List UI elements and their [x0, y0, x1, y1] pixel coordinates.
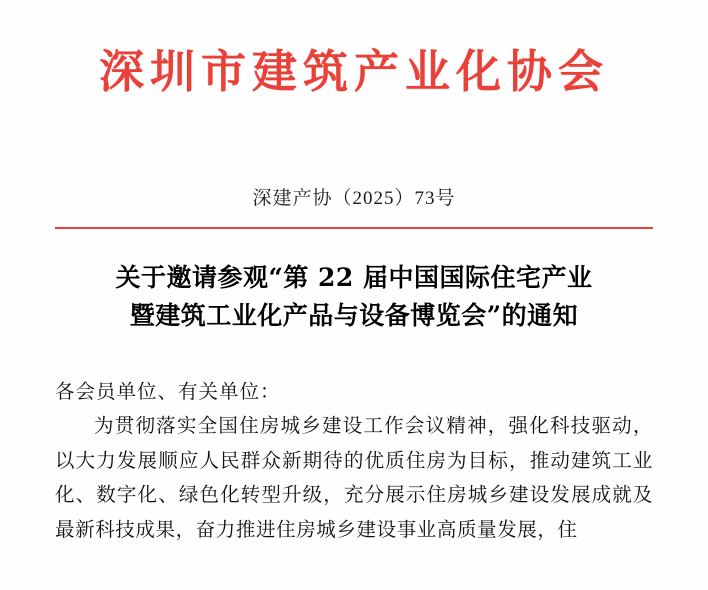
red-divider-rule	[55, 227, 653, 229]
document-title	[55, 259, 653, 337]
body-text	[55, 410, 653, 549]
organization-title: 深圳市建筑产业化协会	[98, 45, 609, 98]
body-paragraph-1: 为贯彻落实全国住房城乡建设工作会议精神，强化科技驱动，以大力发展顺应人民群众新期待的优质住房为目标，推动建筑工业化、数字化、绿色化转型升级，充分展示住房城乡建设发展成就及最新科技成果，奋力推进住房城乡建设事业高质量发展，住	[55, 416, 653, 542]
document-title-line-1: 关于邀请参观“第 22 届中国国际住宅产业	[115, 262, 593, 292]
salutation: 各会员单位、有关单位：	[55, 382, 281, 403]
document-number: 深建产协（2025）73号	[252, 187, 456, 209]
document-title-line-2: 暨建筑工业化产品与设备博览会”的通知	[129, 301, 579, 331]
